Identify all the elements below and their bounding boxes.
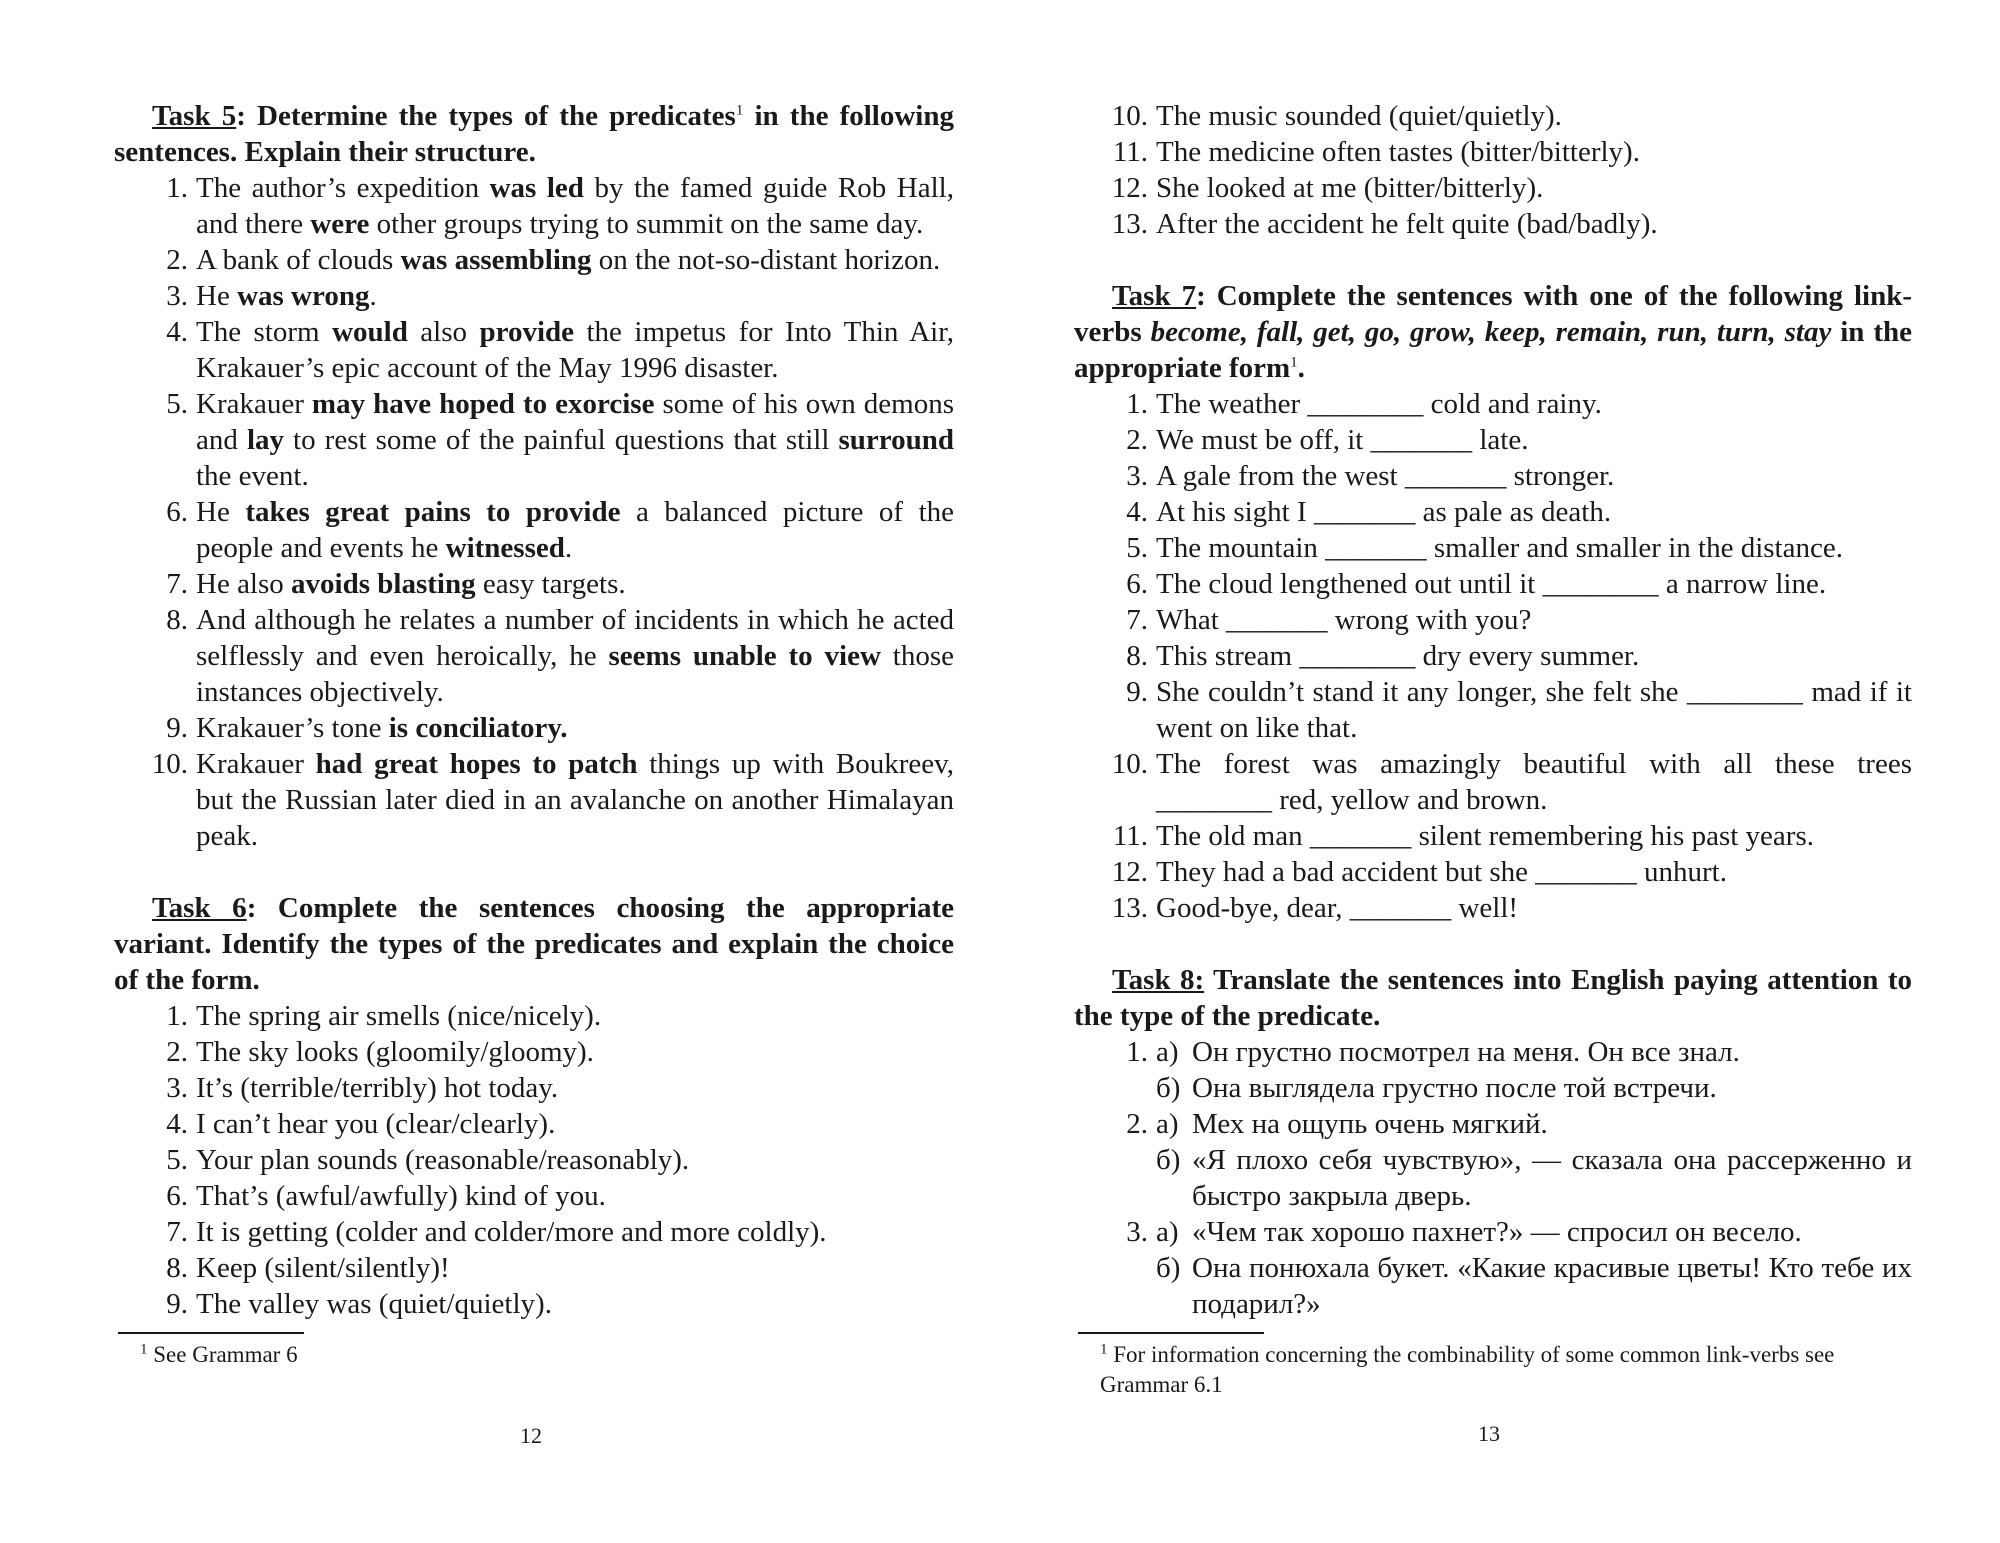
- item-number: 6.: [166, 496, 188, 528]
- task8-list: [1074, 1034, 1912, 1322]
- task5-item: [114, 242, 954, 278]
- bold-predicate: would: [332, 316, 408, 348]
- bold-predicate: provide: [479, 316, 575, 348]
- task8-item: [1074, 1250, 1912, 1322]
- task5-list: [114, 170, 954, 854]
- task5-item: [114, 746, 954, 854]
- task5-item: [114, 386, 954, 494]
- bold-predicate: surround: [838, 424, 955, 456]
- task7-text2: in the appropriate form: [1074, 316, 1912, 384]
- task8-heading: [1074, 962, 1912, 1034]
- task8-subitem: [1156, 1214, 1912, 1250]
- item-number: 3.: [1126, 460, 1148, 492]
- task7-footnote-mark: 1: [1290, 354, 1298, 371]
- subitem-text: Она выглядела грустно после той встречи.: [1192, 1072, 1717, 1104]
- footnote-text: See Grammar 6: [153, 1342, 298, 1367]
- item-number: 2.: [1126, 1108, 1148, 1140]
- task6-label: Task 6: [152, 892, 247, 924]
- subitem-text: Он грустно посмотрел на меня. Он все знал.: [1192, 1036, 1740, 1068]
- bold-predicate: is conciliatory.: [388, 712, 568, 744]
- task6-heading: [114, 890, 954, 998]
- item-number: 7.: [166, 568, 188, 600]
- task6-item: [1074, 98, 1912, 134]
- task5-text: : Determine the types of the predicates: [236, 100, 736, 132]
- task8-subitem: [1156, 1034, 1912, 1070]
- item-number: 9.: [166, 712, 188, 744]
- subitem-letter: а): [1156, 1036, 1179, 1068]
- item-number: 11.: [1112, 136, 1148, 168]
- item-text: by the famed guide Rob Hall, and there: [196, 172, 954, 240]
- item-number: 13.: [1111, 892, 1148, 924]
- item-number: 12.: [1111, 856, 1148, 888]
- task6-item: [114, 1034, 954, 1070]
- task8-subitem: [1156, 1142, 1912, 1214]
- task7-verbs: become, fall, get, go, grow, keep, remain, run, turn, stay: [1150, 316, 1832, 348]
- task7-item: [1074, 458, 1912, 494]
- bold-predicate: was led: [489, 172, 584, 204]
- task8-item: [1074, 1214, 1912, 1250]
- task5-label: Task 5: [152, 100, 237, 132]
- footnote-mark: 1: [140, 1341, 148, 1358]
- task5-footnote-mark: 1: [735, 102, 744, 119]
- item-number: 5.: [166, 1144, 188, 1176]
- item-number: 10.: [1111, 100, 1148, 132]
- item-text: It is getting (colder and colder/more and more coldly).: [196, 1216, 827, 1248]
- task8-text: Translate the sentences into English paying attention to the type of the predicate.: [1074, 964, 1912, 1032]
- item-number: 6.: [1126, 568, 1148, 600]
- task7-item: [1074, 602, 1912, 638]
- item-text: He also: [196, 568, 292, 600]
- item-text: I can’t hear you (clear/clearly).: [196, 1108, 556, 1140]
- task6-item: [114, 1250, 954, 1286]
- footnote-text: For information concerning the combinability of some common link-verbs see Grammar 6.1: [1100, 1342, 1835, 1397]
- item-text: .: [369, 280, 377, 312]
- item-number: 7.: [1126, 604, 1148, 636]
- task6-item: [1074, 134, 1912, 170]
- footnote-mark: 1: [1100, 1341, 1108, 1358]
- item-text: A bank of clouds: [196, 244, 401, 276]
- item-number: 4.: [166, 316, 188, 348]
- item-text: He: [196, 496, 246, 528]
- item-text: things up with Boukreev, but the Russian later died in an avalanche on another Himalayan peak.: [196, 748, 954, 852]
- task8-item: [1074, 1034, 1912, 1070]
- task5-item: [114, 710, 954, 746]
- task5-text2: in the following sentences. Explain their structure.: [114, 100, 954, 168]
- subitem-text: «Чем так хорошо пахнет?» — спросил он весело.: [1192, 1216, 1802, 1248]
- task7-item: [1074, 494, 1912, 530]
- footnote: [1074, 1340, 1912, 1400]
- item-text: .: [564, 532, 573, 564]
- item-text: The spring air smells (nice/nicely).: [196, 1000, 602, 1032]
- item-text: some of his own demons and: [196, 388, 955, 456]
- item-text: The old man _______ silent remembering his past years.: [1156, 820, 1814, 852]
- task7-item: [1074, 566, 1912, 602]
- item-text: also: [407, 316, 480, 348]
- task7-text3: .: [1297, 352, 1305, 384]
- item-number: 1.: [166, 172, 188, 204]
- task5-item: [114, 566, 954, 602]
- item-number: 4.: [166, 1108, 188, 1140]
- item-number: 12.: [1111, 172, 1148, 204]
- item-text: She looked at me (bitter/bitterly).: [1156, 172, 1544, 204]
- item-text: And although he relates a number of incidents in which he acted selflessly and even heroically, he: [196, 604, 954, 672]
- item-text: Krakauer: [196, 748, 316, 780]
- item-text: those instances objectively.: [196, 640, 954, 708]
- item-text: other groups trying to summit on the same day.: [369, 208, 924, 240]
- item-number: 5.: [1126, 532, 1148, 564]
- item-number: 2.: [166, 244, 188, 276]
- bold-predicate: may have hoped to exorcise: [311, 388, 655, 420]
- item-text: At his sight I _______ as pale as death.: [1156, 496, 1612, 528]
- task7-item: [1074, 818, 1912, 854]
- item-text: This stream ________ dry every summer.: [1156, 640, 1640, 672]
- item-number: 2.: [1126, 424, 1148, 456]
- task5-item: [114, 278, 954, 314]
- item-text: The forest was amazingly beautiful with all these trees ________ red, yellow and brown.: [1156, 748, 1912, 816]
- bold-predicate: takes great pains to provide: [245, 496, 621, 528]
- bold-predicate: was wrong: [237, 280, 370, 312]
- right-page: [1000, 0, 2000, 1543]
- item-text: Krakauer: [196, 388, 312, 420]
- item-text: The storm: [196, 316, 333, 348]
- bold-predicate: avoids blasting: [291, 568, 476, 600]
- page-number: 12: [520, 1423, 542, 1448]
- task8-item: [1074, 1070, 1912, 1106]
- item-number: 8.: [166, 604, 188, 636]
- item-number: 7.: [166, 1216, 188, 1248]
- bold-predicate: witnessed: [445, 532, 565, 564]
- task6-item: [114, 1178, 954, 1214]
- subitem-letter: а): [1156, 1216, 1179, 1248]
- item-number: 10.: [1111, 748, 1148, 780]
- item-number: 5.: [166, 388, 188, 420]
- page-number: 13: [1478, 1421, 1500, 1446]
- item-text: The valley was (quiet/quietly).: [196, 1288, 552, 1320]
- task6-item: [1074, 170, 1912, 206]
- item-text: The mountain _______ smaller and smaller in the distance.: [1156, 532, 1843, 564]
- subitem-letter: б): [1156, 1252, 1181, 1284]
- footnote-rule: [1078, 1332, 1264, 1334]
- item-text: a balanced picture of the people and events he: [196, 496, 955, 564]
- task6-item: [114, 1070, 954, 1106]
- item-text: We must be off, it _______ late.: [1156, 424, 1529, 456]
- footnote: [114, 1340, 954, 1370]
- task7-list: [1074, 386, 1912, 926]
- bold-predicate: were: [310, 208, 370, 240]
- task7-text: : Complete the sentences with one of the following link-verbs: [1074, 280, 1912, 348]
- item-number: 2.: [166, 1036, 188, 1068]
- item-number: 8.: [166, 1252, 188, 1284]
- item-text: The weather ________ cold and rainy.: [1156, 388, 1602, 420]
- task8-subitem: [1156, 1250, 1912, 1322]
- item-number: 13.: [1111, 208, 1148, 240]
- task6-item: [114, 1214, 954, 1250]
- item-text: on the not-so-distant horizon.: [591, 244, 941, 276]
- left-column: [114, 98, 954, 1370]
- task5-item: [114, 170, 954, 242]
- item-text: What _______ wrong with you?: [1156, 604, 1532, 636]
- task6-list: [114, 998, 954, 1322]
- footnote-rule: [118, 1332, 304, 1334]
- item-number: 8.: [1126, 640, 1148, 672]
- bold-predicate: had great hopes to patch: [315, 748, 638, 780]
- item-text: It’s (terrible/terribly) hot today.: [196, 1072, 559, 1104]
- item-number: 3.: [1126, 1216, 1148, 1248]
- item-number: 9.: [1126, 676, 1148, 708]
- task7-item: [1074, 890, 1912, 926]
- item-text: the impetus for Into Thin Air, Krakauer’s epic account of the May 1996 disaster.: [196, 316, 954, 384]
- right-column: [1074, 98, 1912, 1400]
- item-number: 3.: [166, 1072, 188, 1104]
- task6-item: [114, 1142, 954, 1178]
- task7-label: Task 7: [1112, 280, 1197, 312]
- item-text: The sky looks (gloomily/gloomy).: [196, 1036, 594, 1068]
- subitem-text: «Я плохо себя чувствую», — сказала она рассерженно и быстро закрыла дверь.: [1192, 1144, 1912, 1212]
- task7-item: [1074, 638, 1912, 674]
- task8-item: [1074, 1142, 1912, 1214]
- bold-predicate: was assembling: [400, 244, 592, 276]
- item-number: 9.: [166, 1288, 188, 1320]
- task5-item: [114, 314, 954, 386]
- subitem-letter: б): [1156, 1072, 1181, 1104]
- item-text: A gale from the west _______ stronger.: [1156, 460, 1615, 492]
- subitem-letter: б): [1156, 1144, 1181, 1176]
- task7-item: [1074, 422, 1912, 458]
- item-number: 11.: [1112, 820, 1148, 852]
- item-text: to rest some of the painful questions that still: [284, 424, 839, 456]
- item-number: 10.: [151, 748, 188, 780]
- item-text: After the accident he felt quite (bad/badly).: [1156, 208, 1658, 240]
- task7-item: [1074, 674, 1912, 746]
- task8-label: Task 8:: [1112, 964, 1205, 996]
- item-text: Good-bye, dear, _______ well!: [1156, 892, 1519, 924]
- task8-subitem: [1156, 1106, 1912, 1142]
- item-text: She couldn’t stand it any longer, she felt she ________ mad if it went on like that.: [1156, 676, 1912, 744]
- task6-item: [114, 1286, 954, 1322]
- item-text: Keep (silent/silently)!: [196, 1252, 450, 1284]
- bold-predicate: lay: [246, 424, 284, 456]
- item-text: easy targets.: [475, 568, 626, 600]
- task7-item: [1074, 530, 1912, 566]
- item-number: 4.: [1126, 496, 1148, 528]
- task6-item: [114, 998, 954, 1034]
- item-text: That’s (awful/awfully) kind of you.: [196, 1180, 606, 1212]
- task6-text: : Complete the sentences choosing the appropriate variant. Identify the types of the predicates and explain the choice of the form.: [114, 892, 954, 996]
- subitem-letter: а): [1156, 1108, 1179, 1140]
- task8-subitem: [1156, 1070, 1912, 1106]
- subitem-text: Она понюхала букет. «Какие красивые цветы! Кто тебе их подарил?»: [1192, 1252, 1912, 1320]
- item-text: They had a bad accident but she _______ unhurt.: [1156, 856, 1727, 888]
- task7-item: [1074, 854, 1912, 890]
- task6-item: [1074, 206, 1912, 242]
- item-text: The cloud lengthened out until it ________ a narrow line.: [1156, 568, 1827, 600]
- item-text: Your plan sounds (reasonable/reasonably).: [196, 1144, 690, 1176]
- task6-continued-list: [1074, 98, 1912, 242]
- task7-item: [1074, 746, 1912, 818]
- task5-item: [114, 602, 954, 710]
- item-number: 1.: [1126, 388, 1148, 420]
- task5-heading: [114, 98, 954, 170]
- item-text: The medicine often tastes (bitter/bitterly).: [1156, 136, 1640, 168]
- item-text: the event.: [196, 460, 309, 492]
- item-number: 3.: [166, 280, 188, 312]
- task5-item: [114, 494, 954, 566]
- bold-predicate: seems unable to view: [608, 640, 881, 672]
- item-number: 6.: [166, 1180, 188, 1212]
- task7-heading: [1074, 278, 1912, 386]
- item-text: He: [196, 280, 238, 312]
- task7-item: [1074, 386, 1912, 422]
- item-number: 1.: [166, 1000, 188, 1032]
- item-text: The author’s expedition: [196, 172, 490, 204]
- item-text: The music sounded (quiet/quietly).: [1156, 100, 1562, 132]
- task8-item: [1074, 1106, 1912, 1142]
- item-number: 1.: [1126, 1036, 1148, 1068]
- task6-item: [114, 1106, 954, 1142]
- subitem-text: Мех на ощупь очень мягкий.: [1192, 1108, 1548, 1140]
- item-text: Krakauer’s tone: [196, 712, 389, 744]
